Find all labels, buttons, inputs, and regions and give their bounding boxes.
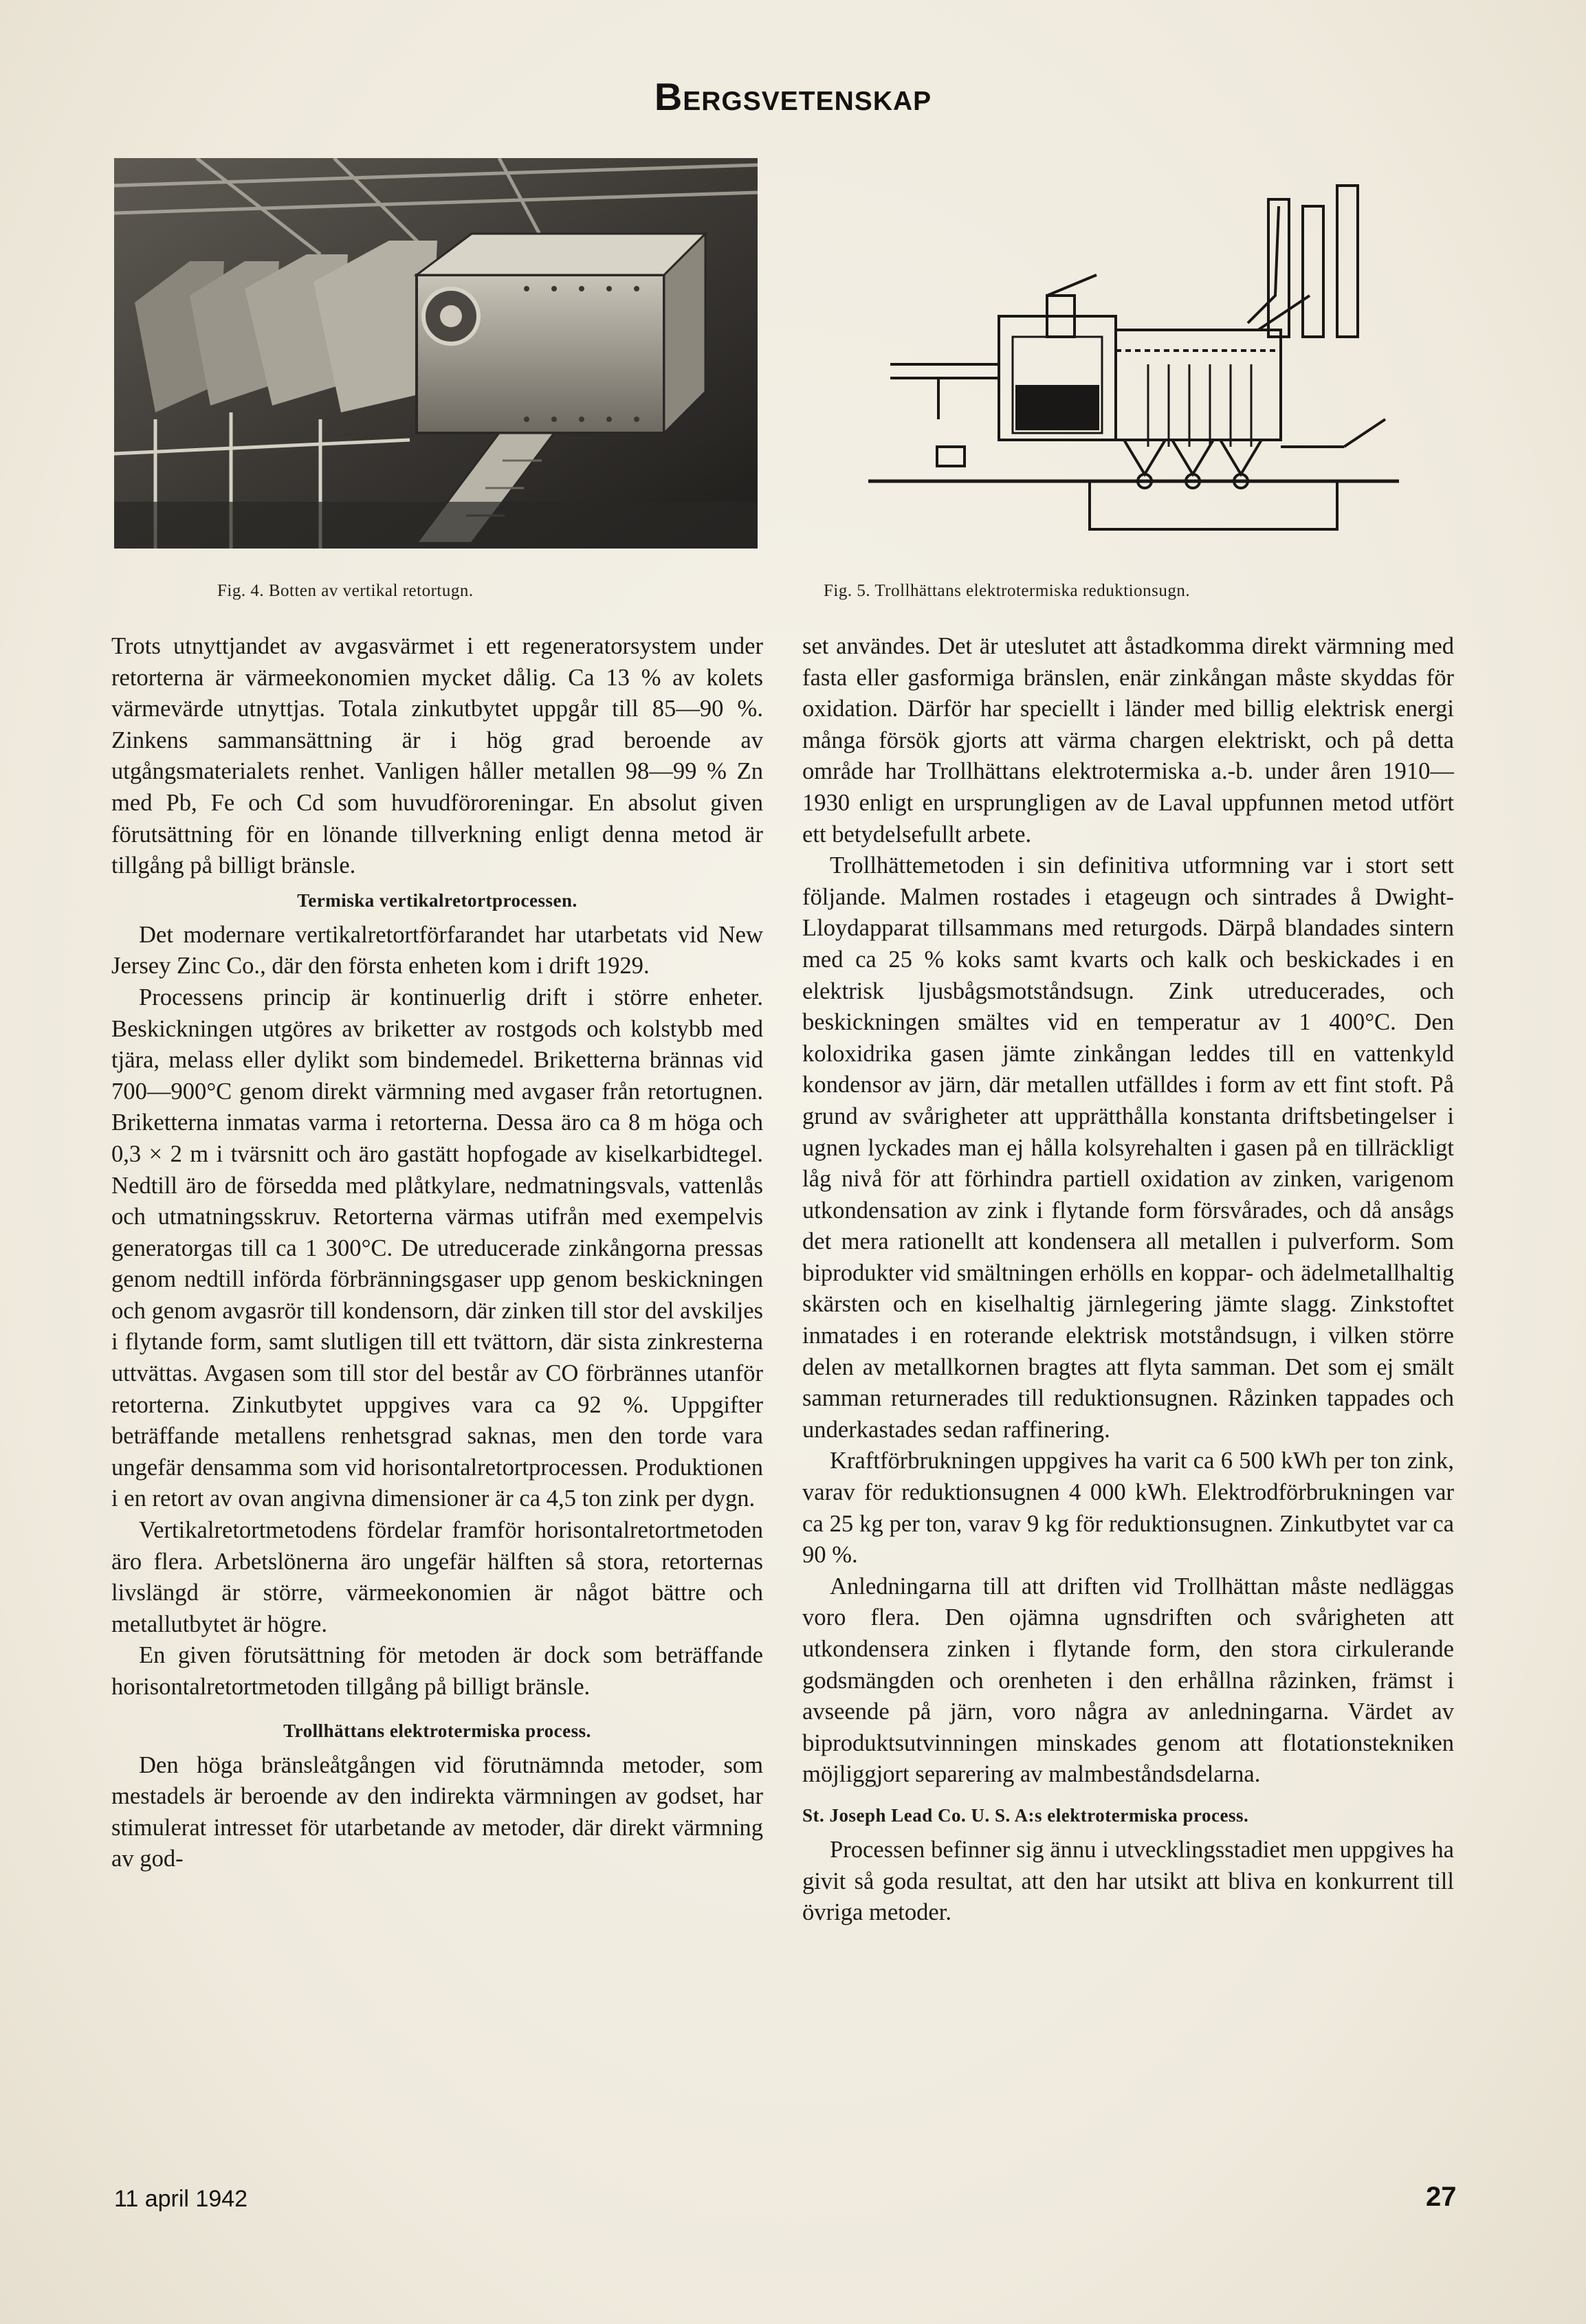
paragraph: En given förutsättning för metoden är dock som beträffande horisontalretortmetoden tillgång på billigt bränsle. <box>111 1642 763 1700</box>
paragraph: set användes. Det är uteslutet att åstadkomma direkt värmning med fasta eller gasformiga bränslen, enär zinkångan måste skyddas för oxidation. Därför har speciellt i länder med billig elektrisk energi många försök gjorts att värma chargen elektriskt, och på detta område har Trollhättans elektrotermiska a.-b. under åren 1910—1930 enligt en ursprungligen av de Laval uppfunnen metod utfört ett betydelsefullt arbete. <box>802 633 1454 848</box>
paragraph: Kraftförbrukningen uppgives ha varit ca 6 500 kWh per ton zink, varav för reduktionsugnen 4 000 kWh. Elektrodförbrukningen var ca 25 kg per ton, varav 9 kg för reduktionsugnen. Zinkutbytet var ca 90 %. <box>802 1448 1454 1569</box>
paragraph: Anledningarna till att driften vid Trollhättan måste nedläggas voro flera. Den ojämna ugnsdriften och svårigheten att utkondensera zinken i flytande form, den stora cirkulerande godsmängden och orenheten i den erhållna råzinken, främst i avseende på järn, voro några av anledningarna. Värdet av biproduktsutvinningen minskades genom att flotationstekniken möjliggjort separering av malmbeståndsdelarna. <box>802 1573 1454 1788</box>
paragraph: Den höga bränsleåtgången vid förutnämnda metoder, som mestadels är beroende av den indirekta värmningen av godset, har stimulerat intresset för utarbetande av metoder, där direkt värmning av god- <box>111 1751 763 1872</box>
figure-4-photo <box>114 158 758 549</box>
paragraph: Trots utnyttjandet av avgasvärmet i ett regeneratorsystem under retorterna är värmeekonomien mycket dålig. Ca 13 % av kolets värmevärde utnyttjas. Totala zinkutbytet uppgår till 85—90 %. Zinkens sammansättning är i hög grad beroende av utgångsmaterialets renhet. Vanligen håller metallen 98—99 % Zn med Pb, Fe och Cd som huvudföroreningar. En absolut given förutsättning för en lönande tillverkning enligt denna metod är tillgång på billigt bränsle. <box>111 633 763 879</box>
left-column <box>111 631 763 1875</box>
running-header: Bergsvetenskap <box>654 75 932 118</box>
figure-5-caption: Fig. 5. Trollhättans elektrotermiska reduktionsugn. <box>824 582 1191 600</box>
footer-date: 11 april 1942 <box>114 2186 248 2212</box>
paragraph: Processens princip är kontinuerlig drift i större enheter. Beskickningen utgöres av briketter av rostgods och kolstybb med tjära, melass eller dylikt som bindemedel. Briketterna brännas vid 700—900°C genom direkt värmning med avgaser från retortugnen. Briketterna inmatas varma i retorterna. Dessa äro ca 8 m höga och 0,3 × 2 m i tvärsnitt och äro gastätt hopfogade av kiselkarbidtegel. Nedtill äro de försedda med plåtkylare, nedmatningsvals, vattenlås och utmatningsskruv. Retorterna värmas utifrån med exempelvis generatorgas till ca 1 300°C. De utreducerade zinkångorna pressas genom nedtill införda förbränningsgaser upp genom beskickningen och genom avgasrör till kondensorn, där zinken till stor del avskiljes i flytande form, samt slutligen till ett tvättorn, där sista zinkresterna uttvättas. Avgasen som till stor del består av CO förbrännes utanför retorterna. Zinkutbytet uppgives vara ca 92 %. Uppgifter beträffande metallens renhetsgrad saknas, men den torde vara ungefär densamma som vid horisontalretortprocessen. Produktionen i en retort av ovan angivna dimensioner är ca 4,5 ton zink per dygn. <box>111 984 763 1512</box>
paragraph: Processen befinner sig ännu i utvecklingsstadiet men uppgives ha givit så goda resultat, att den har utsikt att bliva en konkurrent till övriga metoder. <box>802 1836 1454 1926</box>
figure-4-caption: Fig. 4. Botten av vertikal retortugn. <box>217 582 474 600</box>
section-heading: Termiska vertikalretortprocessen. <box>297 889 577 911</box>
paragraph: Det modernare vertikalretortförfarandet har utarbetats vid New Jersey Zinc Co., där den första enheten kom i drift 1929. <box>111 921 763 980</box>
figure-5-diagram <box>863 158 1399 564</box>
paragraph: Vertikalretortmetodens fördelar framför horisontalretortmetoden äro flera. Arbetslönerna äro ungefär hälften så stora, retorternas livslängd är större, värmeekonomien är något bättre och metallutbytet är högre. <box>111 1517 763 1637</box>
page-number: 27 <box>1426 2182 1457 2212</box>
right-column <box>802 631 1454 1929</box>
section-heading: Trollhättans elektrotermiska process. <box>283 1720 591 1741</box>
section-heading: St. Joseph Lead Co. U. S. A:s elektrotermiska process. <box>802 1804 1249 1826</box>
paragraph: Trollhättemetoden i sin definitiva utformning var i stort sett följande. Malmen rostades i etageugn och sintrades å Dwight-Lloydapparat tillsammans med returgods. Därpå blandades sintern med ca 25 % koks samt kvarts och kalk och beskickades i en elektrisk ljusbågsmotståndsugn. Zink utreducerades, och beskickningen smältes vid en temperatur av 1 400°C. Den koloxidrika gasen jämte zinkångan leddes till en vattenkyld kondensor av järn, där metallen utfälldes i form av ett fint stoft. På grund av svårigheter att upprätthålla konstanta driftsbetingelser i ugnen lyckades man ej hålla kolsyrehalten i gasen på en tillräckligt låg nivå för att förhindra partiell oxidation av zinken, varigenom utkondensation av zink i flytande form försvårades, och då ansågs det mera rationellt att kondensera all metallen i pulverform. Som biprodukter vid smältningen erhölls en koppar- och ädelmetallhaltig skärsten och en kiselhaltig järnlegering jämte slagg. Zinkstoftet inmatades i en roterande elektrisk motståndsugn, i vilken större delen av metallkornen bragtes att flyta samman. Det som ej smält samman returnerades till reduktionsugnen. Råzinken tappades och underkastades sedan raffinering. <box>802 852 1454 1443</box>
